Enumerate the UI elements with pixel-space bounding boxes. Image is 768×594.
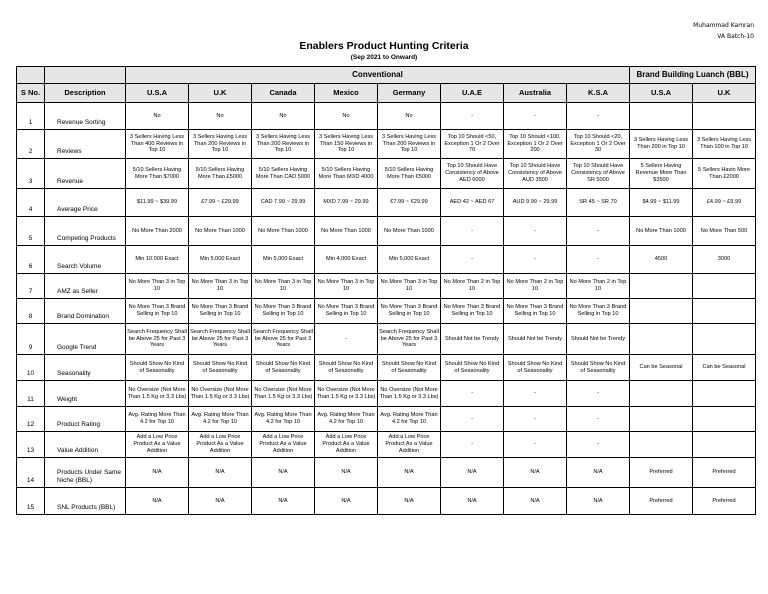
header-blank-cell <box>17 67 45 84</box>
table-cell: No More Than 3 Brand Selling in Top 10 <box>504 299 567 324</box>
table-cell <box>693 381 756 407</box>
table-cell: Add a Low Price Product As a Value Addition <box>189 432 252 458</box>
table-cell <box>693 432 756 458</box>
header-column-row <box>17 84 756 103</box>
table-cell: - <box>567 103 630 130</box>
table-cell: No Oversize (Not More Than 1.5 Kg or 3.3 Lbs) <box>315 381 378 407</box>
table-cell: Add a Low Price Product As a Value Addition <box>378 432 441 458</box>
row-number: 9 <box>17 324 45 355</box>
table-cell: - <box>441 217 504 246</box>
table-cell: Should Show No Kind of Seasonality <box>378 355 441 381</box>
row-number: 12 <box>17 407 45 432</box>
table-cell: Search Frequency Shall be Above 25 for Past 3 Years <box>189 324 252 355</box>
table-cell <box>630 274 693 299</box>
row-number: 5 <box>17 217 45 246</box>
row-description: Reviews <box>45 130 126 159</box>
table-cell <box>693 299 756 324</box>
table-cell: Search Frequency Shall be Above 25 for Past 3 Years <box>252 324 315 355</box>
table-cell: CAD 7.99 ~ 29.99 <box>252 189 315 217</box>
table-row <box>17 274 756 299</box>
table-cell: Should Not be Trendy <box>441 324 504 355</box>
table-cell <box>630 103 693 130</box>
table-cell: - <box>567 246 630 274</box>
table-cell: Avg. Rating More Than 4.2 for Top 10 <box>126 407 189 432</box>
table-cell: - <box>504 246 567 274</box>
table-cell: N/A <box>315 488 378 515</box>
table-cell: 5 Sellers Havin More Than £2000 <box>693 159 756 189</box>
row-description: Brand Domination <box>45 299 126 324</box>
table-cell: Top 10 Should <50, Exception 1 Or 2 Over 70 <box>441 130 504 159</box>
table-cell: Search Frequency Shall be Above 25 for Past 3 Years <box>126 324 189 355</box>
table-cell: 5/10 Sellers Having More Than $7000 <box>126 159 189 189</box>
table-cell: 3 Sellers Having Less Than 200 Reviews in Top 10 <box>189 130 252 159</box>
table-cell: - <box>504 381 567 407</box>
table-cell: Preferred <box>630 458 693 488</box>
table-cell: Min 10,000 Exact <box>126 246 189 274</box>
table-cell: Preferred <box>693 488 756 515</box>
table-cell: 5/10 Sellers Having More Than £5000 <box>189 159 252 189</box>
table-cell <box>630 324 693 355</box>
table-cell: Add a Low Price Product As a Value Addition <box>315 432 378 458</box>
column-header: Canada <box>252 84 315 103</box>
column-header: Germany <box>378 84 441 103</box>
table-cell: 3 Sellers Having Less Than 200 Reviews in Top 10 <box>378 130 441 159</box>
table-cell: Should Show No Kind of Seasonality <box>252 355 315 381</box>
row-number: 1 <box>17 103 45 130</box>
row-description: Product Rating <box>45 407 126 432</box>
table-row <box>17 458 756 488</box>
table-cell: Should Show No Kind of Seasonality <box>504 355 567 381</box>
table-row <box>17 324 756 355</box>
table-cell: Should Show No Kind of Seasonality <box>441 355 504 381</box>
table-cell: - <box>315 324 378 355</box>
row-number: 15 <box>17 488 45 515</box>
table-row <box>17 246 756 274</box>
table-cell: Avg. Rating More Than 4.2 for Top 10 <box>378 407 441 432</box>
table-cell: 3 Sellers Having Less Than 150 Reviews in Top 10 <box>315 130 378 159</box>
table-cell: Should Not be Trendy <box>567 324 630 355</box>
table-cell: No <box>315 103 378 130</box>
table-cell: Avg. Rating More Than 4.2 for Top 10 <box>189 407 252 432</box>
table-cell: No Oversize (Not More Than 1.5 Kg or 3.3 Lbs) <box>189 381 252 407</box>
table-row <box>17 159 756 189</box>
table-cell: No More Than 2 in Top 10 <box>504 274 567 299</box>
column-header: Mexico <box>315 84 378 103</box>
table-cell: Min 4,000 Exact <box>315 246 378 274</box>
table-row <box>17 217 756 246</box>
table-row <box>17 355 756 381</box>
table-cell: No More Than 3 in Top 10 <box>189 274 252 299</box>
table-cell: N/A <box>504 488 567 515</box>
row-description: Seasonality <box>45 355 126 381</box>
table-cell: - <box>567 407 630 432</box>
table-cell: Top 10 Should <20, Exception 1 Or 2 Over 30 <box>567 130 630 159</box>
table-cell: 3 Sellers Having Less Than 200 Reviews in Top 10 <box>252 130 315 159</box>
header-group-row <box>17 67 756 84</box>
table-cell: 3 Sellers Having Less Than 400 Reviews in Top 10 <box>126 130 189 159</box>
table-cell: - <box>504 407 567 432</box>
table-row <box>17 189 756 217</box>
table-cell: No More Than 500 <box>693 217 756 246</box>
table-cell: Can be Seasonal <box>693 355 756 381</box>
table-cell: Search Frequency Shall be Above 25 for Past 3 Years <box>378 324 441 355</box>
table-cell: Preferred <box>693 458 756 488</box>
table-cell: No <box>189 103 252 130</box>
row-number: 3 <box>17 159 45 189</box>
table-cell: No More Than 3 in Top 10 <box>252 274 315 299</box>
table-cell: No <box>126 103 189 130</box>
column-header: K.S.A <box>567 84 630 103</box>
table-cell <box>693 103 756 130</box>
table-cell: Should Show No Kind of Seasonality <box>126 355 189 381</box>
table-cell: No More Than 2 in Top 10 <box>567 274 630 299</box>
table-cell: €7.99 ~ €29.99 <box>378 189 441 217</box>
table-cell: No More Than 1000 <box>189 217 252 246</box>
row-number: 10 <box>17 355 45 381</box>
table-cell: No More Than 2000 <box>126 217 189 246</box>
table-cell: Min 5,000 Exact <box>378 246 441 274</box>
table-cell: Avg. Rating More Than 4.2 for Top 10 <box>252 407 315 432</box>
table-cell: Can be Seasonal <box>630 355 693 381</box>
table-cell: No More Than 3 in Top 10 <box>315 274 378 299</box>
table-row <box>17 488 756 515</box>
group-header-bbl: Brand Building Luanch (BBL) <box>630 67 756 84</box>
table-cell: AUD 9.99 ~ 29.99 <box>504 189 567 217</box>
table-cell: £7.99 ~ £29.99 <box>189 189 252 217</box>
table-row <box>17 432 756 458</box>
table-cell: No More Than 3 in Top 10 <box>126 274 189 299</box>
table-cell: N/A <box>189 458 252 488</box>
row-description: Google Trend <box>45 324 126 355</box>
table-cell <box>630 381 693 407</box>
table-cell: No More Than 1000 <box>252 217 315 246</box>
row-number: 8 <box>17 299 45 324</box>
table-cell: Min 5,000 Exact <box>252 246 315 274</box>
table-body <box>17 103 756 515</box>
row-description: Revenue Sorting <box>45 103 126 130</box>
row-number: 7 <box>17 274 45 299</box>
table-row <box>17 103 756 130</box>
table-cell: No More Than 3 Brand Selling in Top 10 <box>378 299 441 324</box>
column-header: U.S.A <box>126 84 189 103</box>
table-cell: N/A <box>252 458 315 488</box>
table-cell: Preferred <box>630 488 693 515</box>
table-cell: No More Than 2 in Top 10 <box>441 274 504 299</box>
table-row <box>17 130 756 159</box>
row-number: 14 <box>17 458 45 488</box>
table-cell: - <box>441 381 504 407</box>
row-description: Weight <box>45 381 126 407</box>
table-cell: - <box>504 103 567 130</box>
table-cell: Add a Low Price Product As a Value Addition <box>252 432 315 458</box>
column-header: Australia <box>504 84 567 103</box>
row-number: 11 <box>17 381 45 407</box>
table-cell: 3000 <box>693 246 756 274</box>
table-cell: No <box>252 103 315 130</box>
table-cell: - <box>567 217 630 246</box>
table-cell: No More Than 3 in Top 10 <box>378 274 441 299</box>
table-cell: No Oversize (Not More Than 1.5 Kg or 3.3 Lbs) <box>252 381 315 407</box>
table-cell: Should Not be Trendy <box>504 324 567 355</box>
row-description: Competing Products <box>45 217 126 246</box>
table-cell: Should Show No Kind of Seasonality <box>189 355 252 381</box>
row-description: Revenue <box>45 159 126 189</box>
table-cell: No <box>378 103 441 130</box>
table-cell: No More Than 3 Brand Selling in Top 10 <box>441 299 504 324</box>
table-cell: N/A <box>252 488 315 515</box>
author-name: Muhammad Kamran <box>693 22 754 29</box>
header-blank-cell <box>45 67 126 84</box>
table-cell: 5/10 Sellers Having More Than €5000 <box>378 159 441 189</box>
table-cell: 5 Sellers Having Revenue More Than $3500 <box>630 159 693 189</box>
criteria-table <box>16 66 756 515</box>
table-cell: N/A <box>378 458 441 488</box>
table-cell: No Oversize (Not More Than 1.5 Kg or 3.3 Lbs) <box>126 381 189 407</box>
table-cell: £4.99 ~ £9.99 <box>693 189 756 217</box>
table-cell <box>693 324 756 355</box>
table-cell: No More Than 3 Brand Selling in Top 10 <box>315 299 378 324</box>
document-title: Enablers Product Hunting Criteria <box>299 40 469 52</box>
table-cell: - <box>504 432 567 458</box>
table-cell: N/A <box>126 488 189 515</box>
column-header: U.A.E <box>441 84 504 103</box>
header-sno: S No. <box>17 84 45 103</box>
table-cell: Top 10 Should Have Consistency of Above AUD 3500 <box>504 159 567 189</box>
document-subtitle: (Sep 2021 to Onward) <box>350 54 418 61</box>
table-cell: N/A <box>567 488 630 515</box>
table-cell: - <box>567 432 630 458</box>
table-cell: Top 10 Should Have Consistency of Above SR 5000 <box>567 159 630 189</box>
table-cell: N/A <box>504 458 567 488</box>
table-cell: N/A <box>378 488 441 515</box>
table-cell: SR 45 ~ SR 70 <box>567 189 630 217</box>
table-cell: No More Than 1000 <box>315 217 378 246</box>
table-cell: N/A <box>315 458 378 488</box>
table-cell: - <box>441 407 504 432</box>
table-row <box>17 299 756 324</box>
table-cell <box>693 274 756 299</box>
table-cell: No More Than 1000 <box>630 217 693 246</box>
table-cell: 5/10 Sellers Having More Than MXD 4000 <box>315 159 378 189</box>
table-cell: - <box>441 103 504 130</box>
row-number: 2 <box>17 130 45 159</box>
row-description: Average Price <box>45 189 126 217</box>
table-cell: Top 10 Should <100, Exception 1 Or 2 Over 200 <box>504 130 567 159</box>
table-cell: 3 Sellers Having Less Than 100 in Top 10 <box>693 130 756 159</box>
table-cell: Avg. Rating More Than 4.2 for Top 10 <box>315 407 378 432</box>
row-number: 4 <box>17 189 45 217</box>
table-cell: N/A <box>567 458 630 488</box>
table-cell: - <box>567 381 630 407</box>
row-description: Value Addition <box>45 432 126 458</box>
row-description: Search Volume <box>45 246 126 274</box>
table-cell: N/A <box>441 458 504 488</box>
table-cell: N/A <box>126 458 189 488</box>
column-header: U.K <box>189 84 252 103</box>
table-cell: Min 5,000 Exact <box>189 246 252 274</box>
table-cell: No More Than 1000 <box>378 217 441 246</box>
table-cell: - <box>504 217 567 246</box>
author-batch: VA Batch-10 <box>717 33 754 40</box>
group-header-conventional: Conventional <box>126 67 630 84</box>
table-cell: 4500 <box>630 246 693 274</box>
header-description: Description <box>45 84 126 103</box>
table-row <box>17 407 756 432</box>
table-cell: No Oversize (Not More Than 1.5 Kg or 3.3 Lbs) <box>378 381 441 407</box>
table-cell: $4.99 ~ $11.99 <box>630 189 693 217</box>
table-cell: N/A <box>189 488 252 515</box>
column-header: U.K <box>693 84 756 103</box>
table-cell: Should Show No Kind of Seasonality <box>315 355 378 381</box>
table-cell: Top 10 Should Have Consistency of Above AED 6000 <box>441 159 504 189</box>
table-cell <box>630 299 693 324</box>
row-description: SNL Products (BBL) <box>45 488 126 515</box>
table-cell: No More Than 3 Brand Selling in Top 10 <box>126 299 189 324</box>
table-cell: No More Than 3 Brand Selling in Top 10 <box>189 299 252 324</box>
table-cell <box>630 407 693 432</box>
table-row <box>17 381 756 407</box>
table-cell: 3 Sellers Having Less Than 200 in Top 10 <box>630 130 693 159</box>
table-cell: - <box>441 432 504 458</box>
table-cell: No More Than 3 Brand Selling in Top 10 <box>567 299 630 324</box>
table-cell <box>630 432 693 458</box>
row-number: 6 <box>17 246 45 274</box>
table-cell: No More Than 3 Brand Selling in Top 10 <box>252 299 315 324</box>
row-description: Products Under Same Niche (BBL) <box>45 458 126 488</box>
row-description: AMZ as Seller <box>45 274 126 299</box>
table-cell: AED 42 ~ AED 67 <box>441 189 504 217</box>
table-cell: Add a Low Price Product As a Value Addition <box>126 432 189 458</box>
table-cell: - <box>441 246 504 274</box>
table-cell: 5/10 Sellers Having More Than CAD 5000 <box>252 159 315 189</box>
column-header: U.S.A <box>630 84 693 103</box>
author-block <box>693 20 754 42</box>
table-cell <box>693 407 756 432</box>
table-cell: N/A <box>441 488 504 515</box>
table-cell: $11.99 ~ $39.99 <box>126 189 189 217</box>
table-cell: MXD 7.99 ~ 29.99 <box>315 189 378 217</box>
row-number: 13 <box>17 432 45 458</box>
table-cell: Should Show No Kind of Seasonality <box>567 355 630 381</box>
